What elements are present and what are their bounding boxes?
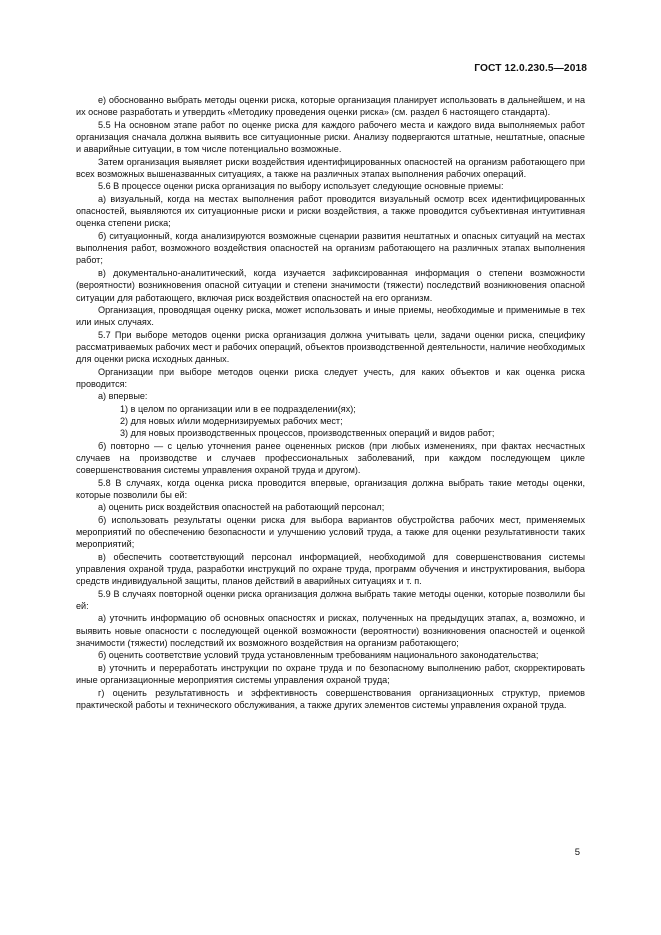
list-subitem: 1) в целом по организации или в ее подразделении(ях); bbox=[120, 403, 356, 414]
paragraph: а) уточнить информацию об основных опасностях и рисках, полученных на предыдущих этапах, а, возможно, и выявить новые опасности с последующей оценкой возможности (вероятности) возникновения опасностей и оценкой значимости (тяжести) последствий их возможного воздействия на организм работающего; bbox=[76, 613, 585, 649]
paragraph: 5.8 В случаях, когда оценка риска проводится впервые, организация должна выбрать такие методы оценки, которые позволили бы ей: bbox=[76, 477, 585, 500]
page-number: 5 bbox=[574, 847, 580, 858]
paragraph: б) использовать результаты оценки риска для выбора вариантов обустройства рабочих мест, применяемых мероприятий по обеспечению безопасности и улучшению условий труда, а также для оценки результативности таких мероприятий; bbox=[76, 514, 585, 550]
list-subitem: 2) для новых и/или модернизируемых рабочих мест; bbox=[120, 415, 343, 426]
paragraph: а) визуальный, когда на местах выполнения работ проводится визуальный осмотр всех идентифицированных опасностей, выявляются их ситуационные риски и риски воздействия, а также проводится субъективная интуитивная оценка степени риска; bbox=[76, 193, 585, 229]
paragraph: 5.5 На основном этапе работ по оценке риска для каждого рабочего места и каждого вида выполняемых работ организация сначала должна выявить все ситуационные риски. Анализу подвергаются штатные, нештатные, опасные и аварийные ситуации, в том числе потенциально возможные. bbox=[76, 119, 585, 155]
paragraph: Затем организация выявляет риски воздействия идентифицированных опасностей на организм работающего при всех возможных вышеназванных ситуациях, а также на различных этапах выполнения рабочих операций. bbox=[76, 156, 585, 180]
document-body bbox=[76, 94, 585, 711]
paragraph: Организация, проводящая оценку риска, может использовать и иные приемы, необходимые и применимые в тех или иных случаях. bbox=[76, 304, 585, 328]
paragraph: а) оценить риск воздействия опасностей на работающий персонал; bbox=[98, 502, 385, 513]
paragraph: а) впервые: bbox=[98, 391, 148, 402]
paragraph: Организации при выборе методов оценки риска следует учесть, для каких объектов и как оценка риска проводится: bbox=[76, 366, 585, 389]
paragraph: 5.9 В случаях повторной оценки риска организация должна выбрать такие методы оценки, которые позволили бы ей: bbox=[76, 588, 585, 612]
paragraph: 5.6 В процессе оценки риска организация по выбору использует следующие основные приемы: bbox=[98, 181, 504, 192]
paragraph: б) оценить соответствие условий труда установленным требованиям национального законодательства; bbox=[98, 650, 539, 661]
paragraph: е) обоснованно выбрать методы оценки риска, которые организация планирует использовать в дальнейшем, и на их основе разработать и утвердить «Методику проведения оценки риска» (см. раздел 6 настоящего стандарта). bbox=[76, 95, 585, 118]
paragraph: б) ситуационный, когда анализируются возможные сценарии развития нештатных и опасных ситуаций на местах выполнения работ, возможного воздействия опасностей на организм работающего на различных этапах выполнения работ; bbox=[76, 230, 585, 266]
paragraph: г) оценить результативность и эффективность совершенствования организационных структур, приемов практической работы и технического обслуживания, а также других элементов системы управления охраной труда. bbox=[76, 687, 585, 710]
paragraph: в) документально-аналитический, когда изучается зафиксированная информация о степени возможности (вероятности) возникновения опасной ситуации и степени значимости (тяжести) последствий возникновения опасной ситуации для работающего, включая риск воздействия опасностей на его организм. bbox=[76, 267, 585, 303]
paragraph: в) уточнить и переработать инструкции по охране труда и по безопасному выполнению работ, скорректировать иные организационные мероприятия системы управления охраной труда; bbox=[76, 662, 585, 686]
paragraph: б) повторно — с целью уточнения ранее оцененных рисков (при любых изменениях, при фактах несчастных случаев на производстве и случаев профессиональных заболеваний, при каждом последующем цикле совершенствования системы управления охраной труда и другом). bbox=[76, 440, 585, 476]
paragraph: в) обеспечить соответствующий персонал информацией, необходимой для совершенствования системы управления охраной труда, разработки инструкций по охране труда, программ обучения и инструктирования, выбора средств индивидуальной защиты, планов действий в аварийных ситуациях и т. п. bbox=[76, 551, 585, 587]
paragraph: 5.7 При выборе методов оценки риска организация должна учитывать цели, задачи оценки риска, специфику рассматриваемых рабочих мест и рабочих операций, объектов производственной деятельности, наличие необходимых для оценки риска исходных данных. bbox=[76, 329, 585, 365]
document-code-header: ГОСТ 12.0.230.5—2018 bbox=[474, 63, 587, 74]
list-subitem: 3) для новых производственных процессов, производственных операций и видов работ; bbox=[120, 428, 495, 439]
